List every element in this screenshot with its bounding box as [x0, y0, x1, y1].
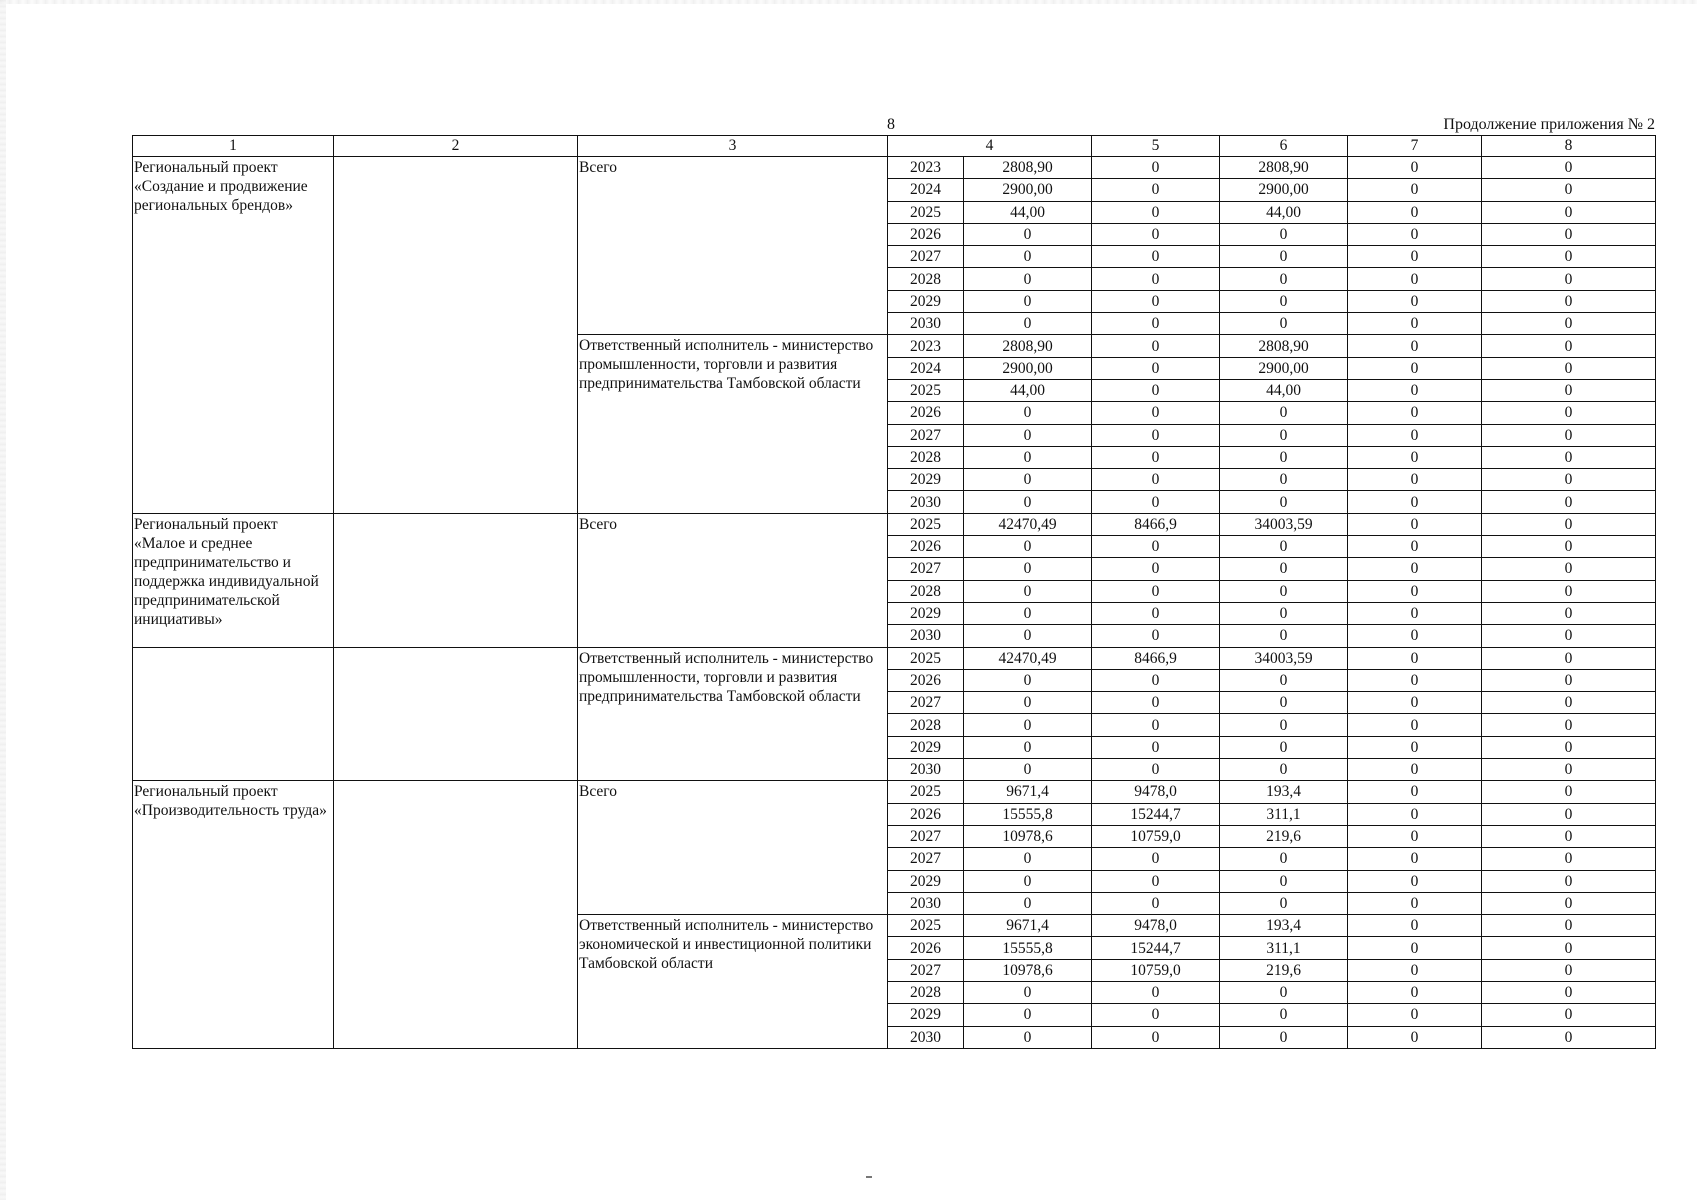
local-cell: 0 [1348, 268, 1482, 290]
total-cell: 9671,4 [964, 781, 1092, 803]
total-cell: 0 [964, 714, 1092, 736]
year-cell: 2026 [888, 536, 964, 558]
extra-cell: 0 [1482, 513, 1656, 535]
empty-cell-col2 [334, 513, 578, 647]
total-cell: 10978,6 [964, 959, 1092, 981]
local-cell: 0 [1348, 870, 1482, 892]
extra-cell: 0 [1482, 692, 1656, 714]
federal-cell: 0 [1092, 357, 1220, 379]
total-cell: 0 [964, 892, 1092, 914]
project-name-cell [133, 647, 334, 781]
year-cell: 2027 [888, 959, 964, 981]
local-cell: 0 [1348, 915, 1482, 937]
federal-cell: 0 [1092, 424, 1220, 446]
funding-group-label: Ответственный исполнитель - министерство промышленности, торговли и развития предпринимательства Тамбовской области [578, 647, 888, 781]
extra-cell: 0 [1482, 915, 1656, 937]
local-cell: 0 [1348, 402, 1482, 424]
local-cell: 0 [1348, 825, 1482, 847]
regional-cell: 0 [1220, 580, 1348, 602]
total-cell: 0 [964, 402, 1092, 424]
extra-cell: 0 [1482, 937, 1656, 959]
local-cell: 0 [1348, 290, 1482, 312]
extra-cell: 0 [1482, 357, 1656, 379]
local-cell: 0 [1348, 469, 1482, 491]
year-cell: 2024 [888, 179, 964, 201]
local-cell: 0 [1348, 959, 1482, 981]
total-cell: 0 [964, 290, 1092, 312]
column-header-4: 4 [888, 136, 1092, 157]
extra-cell: 0 [1482, 870, 1656, 892]
year-cell: 2024 [888, 357, 964, 379]
federal-cell: 0 [1092, 246, 1220, 268]
year-cell: 2026 [888, 803, 964, 825]
regional-cell: 0 [1220, 290, 1348, 312]
regional-cell: 0 [1220, 223, 1348, 245]
header-row [133, 136, 1656, 157]
year-cell: 2025 [888, 647, 964, 669]
year-cell: 2030 [888, 1026, 964, 1048]
local-cell: 0 [1348, 201, 1482, 223]
regional-cell: 0 [1220, 669, 1348, 691]
total-cell: 0 [964, 268, 1092, 290]
total-cell: 0 [964, 491, 1092, 513]
page-number: 8 [887, 116, 895, 133]
regional-cell: 0 [1220, 981, 1348, 1003]
year-cell: 2029 [888, 870, 964, 892]
regional-cell: 311,1 [1220, 937, 1348, 959]
regional-cell: 0 [1220, 268, 1348, 290]
project-name-cell: Региональный проект «Создание и продвижение региональных брендов» [133, 157, 334, 514]
regional-cell: 2808,90 [1220, 335, 1348, 357]
federal-cell: 0 [1092, 1004, 1220, 1026]
extra-cell: 0 [1482, 580, 1656, 602]
regional-cell: 0 [1220, 759, 1348, 781]
total-cell: 9671,4 [964, 915, 1092, 937]
extra-cell: 0 [1482, 781, 1656, 803]
federal-cell: 0 [1092, 625, 1220, 647]
funding-group-label: Ответственный исполнитель - министерство экономической и инвестиционной политики Тамбовской области [578, 915, 888, 1049]
extra-cell: 0 [1482, 602, 1656, 624]
total-cell: 0 [964, 870, 1092, 892]
regional-cell: 34003,59 [1220, 647, 1348, 669]
federal-cell: 0 [1092, 446, 1220, 468]
local-cell: 0 [1348, 1004, 1482, 1026]
extra-cell: 0 [1482, 848, 1656, 870]
extra-cell: 0 [1482, 669, 1656, 691]
year-cell: 2029 [888, 290, 964, 312]
scan-artifact-edge [0, 0, 6, 1200]
regional-cell: 44,00 [1220, 379, 1348, 401]
table-row [133, 781, 1656, 803]
regional-cell: 2900,00 [1220, 179, 1348, 201]
extra-cell: 0 [1482, 536, 1656, 558]
extra-cell: 0 [1482, 179, 1656, 201]
federal-cell: 10759,0 [1092, 959, 1220, 981]
federal-cell: 0 [1092, 558, 1220, 580]
extra-cell: 0 [1482, 157, 1656, 179]
total-cell: 42470,49 [964, 513, 1092, 535]
column-header-8: 8 [1482, 136, 1656, 157]
total-cell: 0 [964, 536, 1092, 558]
year-cell: 2030 [888, 892, 964, 914]
federal-cell: 0 [1092, 201, 1220, 223]
local-cell: 0 [1348, 313, 1482, 335]
regional-cell: 0 [1220, 870, 1348, 892]
federal-cell: 0 [1092, 736, 1220, 758]
column-header-1: 1 [133, 136, 334, 157]
federal-cell: 0 [1092, 313, 1220, 335]
year-cell: 2026 [888, 937, 964, 959]
regional-cell: 219,6 [1220, 825, 1348, 847]
column-header-3: 3 [578, 136, 888, 157]
local-cell: 0 [1348, 892, 1482, 914]
year-cell: 2027 [888, 825, 964, 847]
total-cell: 15555,8 [964, 937, 1092, 959]
extra-cell: 0 [1482, 959, 1656, 981]
regional-cell: 0 [1220, 625, 1348, 647]
year-cell: 2027 [888, 246, 964, 268]
local-cell: 0 [1348, 424, 1482, 446]
extra-cell: 0 [1482, 803, 1656, 825]
regional-cell: 0 [1220, 558, 1348, 580]
federal-cell: 0 [1092, 669, 1220, 691]
total-cell: 0 [964, 1026, 1092, 1048]
local-cell: 0 [1348, 513, 1482, 535]
federal-cell: 0 [1092, 536, 1220, 558]
local-cell: 0 [1348, 602, 1482, 624]
federal-cell: 10759,0 [1092, 825, 1220, 847]
regional-cell: 193,4 [1220, 915, 1348, 937]
local-cell: 0 [1348, 981, 1482, 1003]
federal-cell: 0 [1092, 1026, 1220, 1048]
regional-cell: 0 [1220, 313, 1348, 335]
extra-cell: 0 [1482, 446, 1656, 468]
local-cell: 0 [1348, 647, 1482, 669]
total-cell: 0 [964, 602, 1092, 624]
local-cell: 0 [1348, 357, 1482, 379]
extra-cell: 0 [1482, 290, 1656, 312]
federal-cell: 0 [1092, 379, 1220, 401]
total-cell: 0 [964, 424, 1092, 446]
extra-cell: 0 [1482, 1026, 1656, 1048]
year-cell: 2027 [888, 424, 964, 446]
regional-cell: 0 [1220, 1026, 1348, 1048]
local-cell: 0 [1348, 580, 1482, 602]
federal-cell: 0 [1092, 223, 1220, 245]
federal-cell: 15244,7 [1092, 937, 1220, 959]
year-cell: 2026 [888, 402, 964, 424]
extra-cell: 0 [1482, 825, 1656, 847]
funding-group-label: Всего [578, 157, 888, 335]
extra-cell: 0 [1482, 424, 1656, 446]
extra-cell: 0 [1482, 402, 1656, 424]
total-cell: 0 [964, 736, 1092, 758]
year-cell: 2025 [888, 201, 964, 223]
local-cell: 0 [1348, 714, 1482, 736]
local-cell: 0 [1348, 446, 1482, 468]
regional-cell: 0 [1220, 602, 1348, 624]
total-cell: 0 [964, 313, 1092, 335]
year-cell: 2028 [888, 268, 964, 290]
regional-cell: 0 [1220, 469, 1348, 491]
extra-cell: 0 [1482, 625, 1656, 647]
year-cell: 2029 [888, 602, 964, 624]
extra-cell: 0 [1482, 759, 1656, 781]
regional-cell: 0 [1220, 536, 1348, 558]
federal-cell: 9478,0 [1092, 915, 1220, 937]
year-cell: 2030 [888, 313, 964, 335]
regional-cell: 0 [1220, 1004, 1348, 1026]
scan-speck [866, 1176, 872, 1178]
table-row [133, 157, 1656, 179]
regional-cell: 0 [1220, 446, 1348, 468]
continuation-title: Продолжение приложения № 2 [1443, 116, 1655, 133]
local-cell: 0 [1348, 625, 1482, 647]
federal-cell: 0 [1092, 157, 1220, 179]
local-cell: 0 [1348, 223, 1482, 245]
federal-cell: 0 [1092, 714, 1220, 736]
column-header-2: 2 [334, 136, 578, 157]
funding-group-label: Ответственный исполнитель - министерство промышленности, торговли и развития предпринимательства Тамбовской области [578, 335, 888, 513]
empty-cell-col2 [334, 781, 578, 1049]
local-cell: 0 [1348, 781, 1482, 803]
project-name-cell: Региональный проект «Малое и среднее предпринимательство и поддержка индивидуальной предпринимательской инициативы» [133, 513, 334, 647]
column-header-5: 5 [1092, 136, 1220, 157]
extra-cell: 0 [1482, 313, 1656, 335]
year-cell: 2023 [888, 157, 964, 179]
local-cell: 0 [1348, 558, 1482, 580]
local-cell: 0 [1348, 848, 1482, 870]
local-cell: 0 [1348, 536, 1482, 558]
total-cell: 2808,90 [964, 157, 1092, 179]
federal-cell: 0 [1092, 580, 1220, 602]
extra-cell: 0 [1482, 714, 1656, 736]
local-cell: 0 [1348, 759, 1482, 781]
year-cell: 2025 [888, 513, 964, 535]
total-cell: 2808,90 [964, 335, 1092, 357]
local-cell: 0 [1348, 937, 1482, 959]
total-cell: 0 [964, 692, 1092, 714]
year-cell: 2025 [888, 915, 964, 937]
year-cell: 2027 [888, 558, 964, 580]
federal-cell: 0 [1092, 335, 1220, 357]
funding-group-label: Всего [578, 781, 888, 915]
year-cell: 2029 [888, 1004, 964, 1026]
regional-cell: 0 [1220, 491, 1348, 513]
federal-cell: 0 [1092, 759, 1220, 781]
extra-cell: 0 [1482, 335, 1656, 357]
total-cell: 0 [964, 558, 1092, 580]
year-cell: 2023 [888, 335, 964, 357]
federal-cell: 0 [1092, 268, 1220, 290]
regional-cell: 0 [1220, 246, 1348, 268]
federal-cell: 0 [1092, 402, 1220, 424]
table-body [133, 136, 1656, 1049]
year-cell: 2028 [888, 446, 964, 468]
year-cell: 2028 [888, 981, 964, 1003]
local-cell: 0 [1348, 179, 1482, 201]
total-cell: 2900,00 [964, 179, 1092, 201]
year-cell: 2029 [888, 469, 964, 491]
federal-cell: 0 [1092, 692, 1220, 714]
total-cell: 0 [964, 446, 1092, 468]
regional-cell: 44,00 [1220, 201, 1348, 223]
local-cell: 0 [1348, 335, 1482, 357]
regional-cell: 0 [1220, 736, 1348, 758]
local-cell: 0 [1348, 669, 1482, 691]
column-header-6: 6 [1220, 136, 1348, 157]
federal-cell: 8466,9 [1092, 513, 1220, 535]
local-cell: 0 [1348, 803, 1482, 825]
federal-cell: 0 [1092, 892, 1220, 914]
federal-cell: 15244,7 [1092, 803, 1220, 825]
regional-cell: 311,1 [1220, 803, 1348, 825]
year-cell: 2028 [888, 580, 964, 602]
empty-cell-col2 [334, 647, 578, 781]
column-header-7: 7 [1348, 136, 1482, 157]
federal-cell: 9478,0 [1092, 781, 1220, 803]
extra-cell: 0 [1482, 892, 1656, 914]
table-row [133, 513, 1656, 535]
local-cell: 0 [1348, 491, 1482, 513]
federal-cell: 0 [1092, 491, 1220, 513]
extra-cell: 0 [1482, 558, 1656, 580]
local-cell: 0 [1348, 692, 1482, 714]
table-row [133, 647, 1656, 669]
federal-cell: 8466,9 [1092, 647, 1220, 669]
federal-cell: 0 [1092, 602, 1220, 624]
total-cell: 44,00 [964, 201, 1092, 223]
regional-cell: 0 [1220, 714, 1348, 736]
year-cell: 2029 [888, 736, 964, 758]
total-cell: 0 [964, 580, 1092, 602]
extra-cell: 0 [1482, 268, 1656, 290]
total-cell: 0 [964, 1004, 1092, 1026]
year-cell: 2025 [888, 781, 964, 803]
year-cell: 2030 [888, 625, 964, 647]
federal-cell: 0 [1092, 290, 1220, 312]
year-cell: 2028 [888, 714, 964, 736]
total-cell: 0 [964, 848, 1092, 870]
total-cell: 0 [964, 669, 1092, 691]
extra-cell: 0 [1482, 246, 1656, 268]
local-cell: 0 [1348, 157, 1482, 179]
extra-cell: 0 [1482, 1004, 1656, 1026]
extra-cell: 0 [1482, 379, 1656, 401]
extra-cell: 0 [1482, 736, 1656, 758]
regional-cell: 0 [1220, 892, 1348, 914]
extra-cell: 0 [1482, 201, 1656, 223]
total-cell: 0 [964, 981, 1092, 1003]
total-cell: 15555,8 [964, 803, 1092, 825]
federal-cell: 0 [1092, 848, 1220, 870]
year-cell: 2027 [888, 848, 964, 870]
total-cell: 0 [964, 759, 1092, 781]
funding-group-label: Всего [578, 513, 888, 647]
total-cell: 0 [964, 246, 1092, 268]
year-cell: 2026 [888, 669, 964, 691]
extra-cell: 0 [1482, 223, 1656, 245]
regional-cell: 34003,59 [1220, 513, 1348, 535]
year-cell: 2030 [888, 759, 964, 781]
local-cell: 0 [1348, 379, 1482, 401]
year-cell: 2026 [888, 223, 964, 245]
local-cell: 0 [1348, 736, 1482, 758]
empty-cell-col2 [334, 157, 578, 514]
regional-cell: 2808,90 [1220, 157, 1348, 179]
extra-cell: 0 [1482, 469, 1656, 491]
total-cell: 10978,6 [964, 825, 1092, 847]
total-cell: 0 [964, 469, 1092, 491]
federal-cell: 0 [1092, 469, 1220, 491]
total-cell: 0 [964, 223, 1092, 245]
year-cell: 2030 [888, 491, 964, 513]
regional-cell: 0 [1220, 848, 1348, 870]
total-cell: 42470,49 [964, 647, 1092, 669]
extra-cell: 0 [1482, 491, 1656, 513]
regional-cell: 193,4 [1220, 781, 1348, 803]
total-cell: 0 [964, 625, 1092, 647]
extra-cell: 0 [1482, 647, 1656, 669]
extra-cell: 0 [1482, 981, 1656, 1003]
year-cell: 2027 [888, 692, 964, 714]
budget-table [132, 135, 1656, 1049]
scan-artifact-top [0, 0, 1697, 4]
total-cell: 2900,00 [964, 357, 1092, 379]
federal-cell: 0 [1092, 179, 1220, 201]
federal-cell: 0 [1092, 981, 1220, 1003]
regional-cell: 219,6 [1220, 959, 1348, 981]
federal-cell: 0 [1092, 870, 1220, 892]
total-cell: 44,00 [964, 379, 1092, 401]
local-cell: 0 [1348, 1026, 1482, 1048]
regional-cell: 0 [1220, 692, 1348, 714]
local-cell: 0 [1348, 246, 1482, 268]
project-name-cell: Региональный проект «Производительность труда» [133, 781, 334, 1049]
regional-cell: 2900,00 [1220, 357, 1348, 379]
regional-cell: 0 [1220, 402, 1348, 424]
year-cell: 2025 [888, 379, 964, 401]
regional-cell: 0 [1220, 424, 1348, 446]
